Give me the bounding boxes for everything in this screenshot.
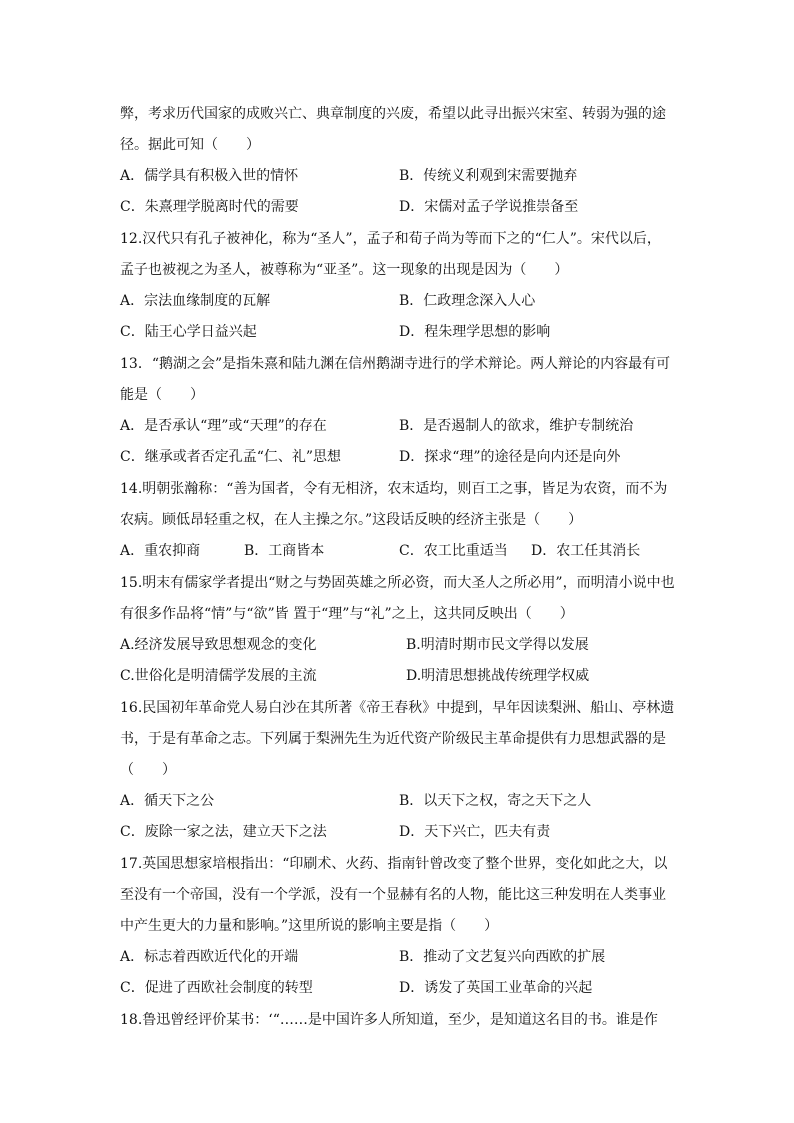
q14-stem-line-1: 14.明朝张瀚称：“善为国者，令有无相济，农末适均，则百工之事，皆足为农资，而不为 — [120, 481, 668, 497]
q11-options-row-1 — [120, 166, 700, 186]
q11-option-a: A．儒学具有积极入世的情怀 — [120, 168, 299, 184]
q15-option-a: A.经济发展导致思想观念的变化 — [120, 637, 317, 653]
q17-stem-line-1: 17.英国思想家培根指出：“印刷术、火药、指南针曾改变了整个世界，变化如此之大，以 — [120, 856, 668, 872]
q15-option-c: C.世俗化是明清儒学发展的主流 — [120, 668, 317, 684]
q16-option-c: C．废除一家之法，建立天下之法 — [120, 824, 327, 840]
q13-option-a: A．是否承认“理”或“天理”的存在 — [120, 418, 327, 434]
q15-stem-line-2: 有很多作品将“情”与“欲”皆 置于“理”与“礼”之上，这共同反映出（ ） — [120, 606, 574, 622]
q16-options-row-1 — [120, 791, 700, 811]
q14-option-d: D．农工任其消长 — [531, 543, 641, 559]
q12-option-c: C．陆王心学日益兴起 — [120, 324, 257, 340]
q16-stem-line-1: 16.民国初年革命党人易白沙在其所著《帝王春秋》中提到，早年因读梨洲、船山、亭林遗 — [120, 700, 675, 716]
q13-stem-line-1: 13．“鹅湖之会”是指朱熹和陆九渊在信州鹅湖寺进行的学术辩论。两人辩论的内容最有可 — [120, 356, 671, 372]
q17-option-a: A．标志着西欧近代化的开端 — [120, 949, 299, 965]
q12-option-d: D．程朱理学思想的影响 — [399, 324, 551, 340]
q17-options-row-2 — [120, 978, 700, 998]
q12-options-row-1 — [120, 291, 700, 311]
q16-options-row-2 — [120, 822, 700, 842]
q13-options-row-2 — [120, 447, 700, 467]
q13-option-b: B．是否遏制人的欲求，维护专制统治 — [399, 418, 634, 434]
q17-options-row-1 — [120, 947, 700, 967]
q17-option-d: D．诱发了英国工业革命的兴起 — [399, 980, 593, 996]
q14-options-row — [120, 541, 700, 561]
q11-option-d: D．宋儒对孟子学说推崇备至 — [399, 199, 579, 215]
q16-stem-line-3: （ ） — [120, 762, 176, 778]
q14-stem-line-2: 农病。顾低昂轻重之权，在人主操之尔。”这段话反映的经济主张是（ ） — [120, 512, 583, 528]
q16-option-b: B．以天下之权，寄之天下之人 — [399, 793, 592, 809]
q13-options-row-1 — [120, 416, 700, 436]
q12-option-b: B．仁政理念深入人心 — [399, 293, 536, 309]
q15-options-row-1 — [120, 635, 700, 655]
q17-stem-line-2: 至没有一个帝国，没有一个学派，没有一个显赫有名的人物，能比这三种发明在人类事业 — [120, 887, 666, 903]
q11-stem-line-2: 径。据此可知（ ） — [120, 137, 260, 153]
q14-option-a: A．重农抑商 — [120, 543, 201, 559]
q15-option-b: B.明清时期市民文学得以发展 — [406, 637, 589, 653]
q13-option-c: C．继承或者否定孔孟“仁、礼”思想 — [120, 449, 342, 465]
q15-options-row-2 — [120, 666, 700, 686]
q17-option-b: B．推动了文艺复兴向西欧的扩展 — [399, 949, 606, 965]
q15-stem-line-1: 15.明末有儒家学者提出“财之与势固英雄之所必资，而大圣人之所必用”，而明清小说中也 — [120, 575, 675, 591]
q16-stem-line-2: 书，于是有革命之志。下列属于梨洲先生为近代资产阶级民主革命提供有力思想武器的是 — [120, 731, 666, 747]
q12-option-a: A．宗法血缘制度的瓦解 — [120, 293, 271, 309]
q15-option-d: D.明清思想挑战传统理学权威 — [406, 668, 590, 684]
q12-stem-line-1: 12.汉代只有孔子被神化，称为“圣人”，孟子和荀子尚为等而下之的“仁人”。宋代以后， — [120, 231, 661, 247]
q11-option-b: B．传统义利观到宋需要抛弃 — [399, 168, 578, 184]
q12-stem-line-2: 孟子也被视之为圣人，被尊称为“亚圣”。这一现象的出现是因为（ ） — [120, 262, 569, 278]
q11-stem-line-1: 弊，考求历代国家的成败兴亡、典章制度的兴废，希望以此寻出振兴宋室、转弱为强的途 — [120, 106, 666, 122]
q18-stem-line-1: 18.鲁迅曾经评价某书：‘“……是中国许多人所知道，至少，是知道这名目的书。谁是作 — [120, 1012, 658, 1028]
q11-options-row-2 — [120, 197, 700, 217]
q17-option-c: C．促进了西欧社会制度的转型 — [120, 980, 313, 996]
q13-stem-line-2: 能是（ ） — [120, 387, 204, 403]
q17-stem-line-3: 中产生更大的力量和影响。”这里所说的影响主要是指（ ） — [120, 918, 499, 934]
q12-options-row-2 — [120, 322, 700, 342]
q13-option-d: D．探求“理”的途径是向内还是向外 — [399, 449, 621, 465]
q16-option-a: A．循天下之公 — [120, 793, 215, 809]
q16-option-d: D．天下兴亡，匹夫有责 — [399, 824, 551, 840]
q14-option-c: C．农工比重适当 — [399, 543, 508, 559]
q11-option-c: C．朱熹理学脱离时代的需要 — [120, 199, 299, 215]
q14-option-b: B．工商皆本 — [244, 543, 325, 559]
